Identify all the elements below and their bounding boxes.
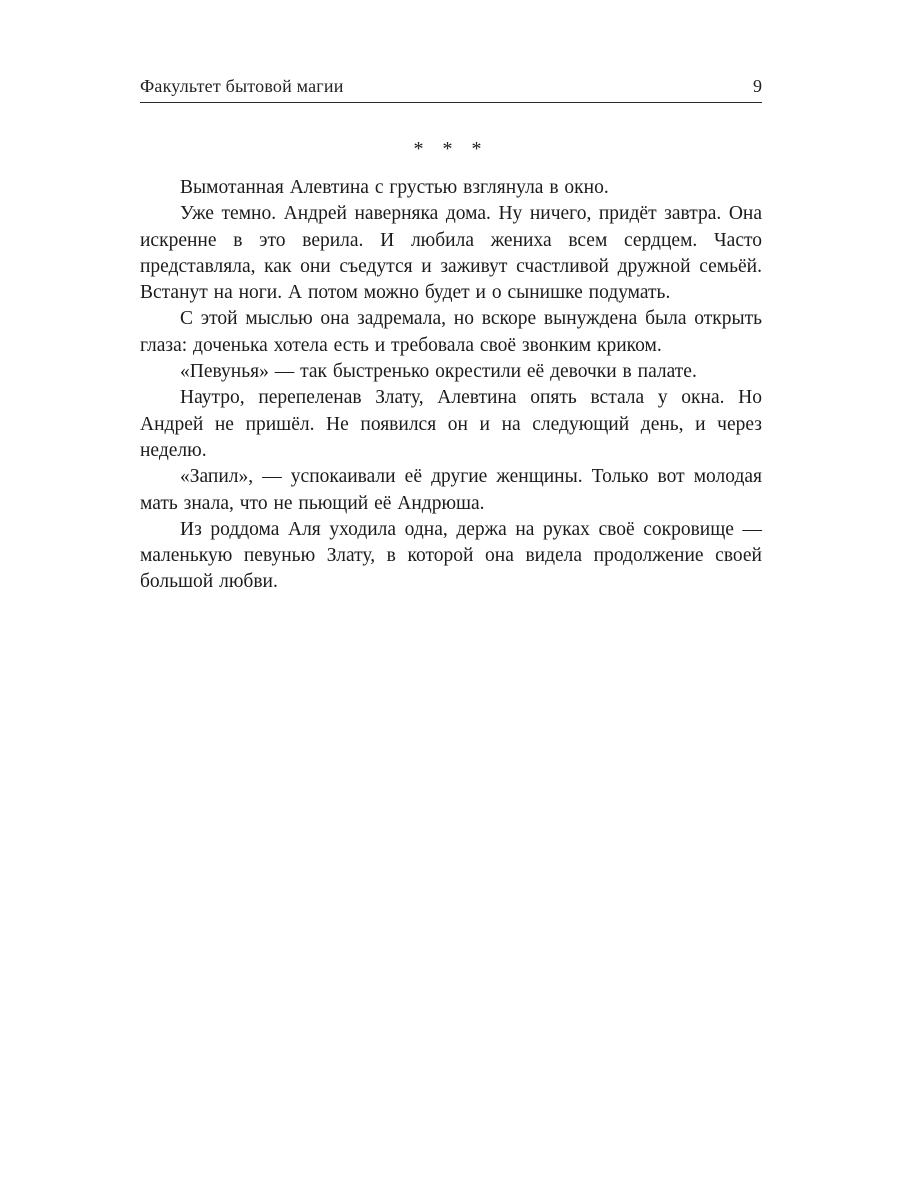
page-body: [140, 136, 762, 596]
header-divider: [140, 102, 762, 103]
paragraph: С этой мыслью она задремала, но вскоре вынуждена была открыть глаза: доченька хотела есть и требовала своё звонким криком.: [140, 308, 762, 356]
section-separator: * * *: [413, 138, 489, 160]
running-title: Факультет бытовой магии: [140, 76, 344, 96]
page-header: [140, 76, 762, 97]
paragraph: «Запил», — успокаивали её другие женщины. Только вот молодая мать знала, что не пьющий её Андрюша.: [140, 466, 762, 514]
page-number: 9: [753, 76, 762, 96]
paragraph: «Певунья» — так быстренько окрестили её девочки в палате.: [180, 361, 697, 383]
paragraph: Из роддома Аля уходила одна, держа на руках своё сокровище — маленькую певунью Злату, в которой она видела продолжение своей большой любви.: [140, 518, 762, 593]
paragraph: Вымотанная Алевтина с грустью взглянула в окно.: [180, 177, 609, 198]
paragraph: Уже темно. Андрей наверняка дома. Ну ничего, придёт завтра. Она искренне в это верила. И любила жениха всем сердцем. Часто представляла, как они съедутся и заживут счастливой дружной семьёй. Встанут на ноги. А потом можно будет и о сынишке подумать.: [140, 203, 762, 304]
paragraph: Наутро, перепеленав Злату, Алевтина опять встала у окна. Но Андрей не пришёл. Не появился он и на следующий день, и через неделю.: [140, 387, 762, 461]
